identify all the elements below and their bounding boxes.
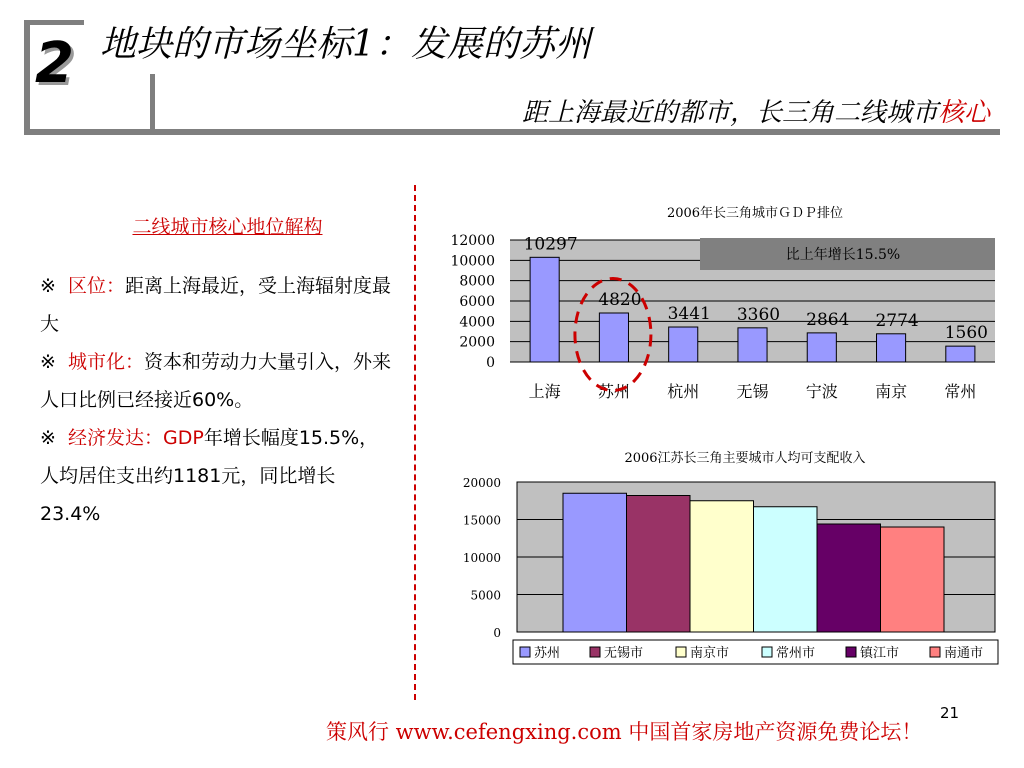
slide-subtitle: [522, 92, 990, 129]
bar: [817, 524, 881, 632]
bar: [669, 327, 698, 362]
bullet-text: 资本和劳动力大量引入，外来人口比例已经接近60%。: [40, 351, 392, 411]
y-tick-label: 2000: [459, 334, 495, 351]
y-tick-label: 4000: [459, 314, 495, 331]
data-label: 2774: [875, 310, 919, 331]
legend-label: 常州市: [776, 646, 816, 661]
y-tick-label: 15000: [462, 513, 501, 528]
x-tick-label: 杭州: [667, 382, 700, 401]
legend-swatch: [930, 647, 940, 657]
page-number: 21: [940, 704, 960, 722]
footer-text: 策风行 www.cefengxing.com 中国首家房地产资源免费论坛！: [326, 720, 923, 744]
legend-swatch: [676, 647, 686, 657]
y-tick-label: 5000: [470, 588, 501, 603]
bar: [738, 328, 767, 362]
bullet-text: 距离上海最近，受上海辐射度最大: [40, 275, 392, 335]
y-tick-label: 0: [486, 355, 495, 371]
left-panel-heading: 二线城市核心地位解构: [132, 216, 323, 238]
bullet-marker: ※: [40, 427, 56, 449]
bar: [754, 507, 818, 632]
title-frame-bottom: [24, 129, 1000, 135]
x-tick-label: 苏州: [597, 382, 630, 401]
bar: [690, 501, 754, 632]
data-label: 1560: [944, 323, 988, 344]
bar: [599, 313, 628, 362]
bar: [881, 527, 945, 632]
y-tick-label: 20000: [462, 476, 501, 490]
data-label: 2864: [806, 309, 850, 330]
data-label: 3441: [667, 304, 711, 325]
title-frame-left: [24, 20, 30, 135]
legend-swatch: [846, 647, 856, 657]
bullet-text: 年增长幅度15.5%，人均居住支出约1181元，同比增长23.4%: [40, 427, 379, 525]
bar: [563, 493, 627, 632]
legend-label: 镇江市: [860, 646, 900, 661]
bullet-marker: ※: [40, 351, 56, 373]
bar: [627, 496, 691, 633]
title-frame-divider: [150, 74, 155, 135]
bar: [530, 257, 559, 362]
bullet-item: [40, 419, 395, 533]
bullet-label: 城市化：: [68, 351, 145, 373]
x-tick-label: 无锡: [736, 382, 769, 401]
legend-label: 南通市: [944, 646, 984, 661]
chart-title: 2006年长三角城市ＧＤＰ排位: [666, 206, 844, 221]
subtitle-main: 距上海最近的都市，长三角二线城市: [521, 98, 938, 128]
legend-label: 南京市: [690, 646, 730, 661]
bullet-label: 经济发达：GDP: [68, 427, 204, 449]
data-label: 3360: [736, 304, 781, 325]
x-tick-label: 上海: [528, 382, 561, 401]
x-tick-label: 南京: [875, 382, 908, 401]
section-number: 2: [35, 31, 74, 96]
legend-swatch: [762, 647, 772, 657]
y-tick-label: 6000: [459, 294, 495, 310]
bullet-item: [40, 267, 395, 343]
subtitle-accent: 核心: [937, 98, 990, 128]
bar: [877, 334, 906, 362]
bullet-marker: ※: [40, 275, 56, 297]
y-tick-label: 10000: [462, 551, 501, 565]
annotation-text: 比上年增长15.5%: [785, 247, 901, 263]
y-tick-label: 10000: [450, 253, 495, 270]
legend-label: 无锡市: [604, 646, 644, 661]
legend-label: 苏州: [534, 646, 561, 661]
bar: [807, 333, 836, 362]
legend-swatch: [590, 647, 600, 657]
dashed-divider: [414, 185, 416, 700]
bar: [946, 346, 975, 362]
y-tick-label: 8000: [459, 273, 495, 290]
gdp-chart: [425, 195, 1015, 410]
y-tick-label: 12000: [450, 233, 495, 249]
legend-box: [513, 640, 998, 664]
data-label: 4820: [598, 289, 642, 310]
slide-title: 地块的市场坐标1：发展的苏州: [100, 24, 591, 65]
x-tick-label: 常州: [944, 382, 977, 401]
x-tick-label: 宁波: [805, 382, 838, 401]
bullet-label: 区位：: [68, 275, 126, 297]
left-panel: [40, 212, 395, 533]
income-chart: [425, 445, 1015, 670]
title-frame-top: [24, 20, 84, 25]
bullet-item: [40, 343, 395, 419]
data-label: 10297: [523, 234, 578, 255]
legend-swatch: [520, 647, 530, 657]
chart-title: 2006江苏长三角主要城市人均可支配收入: [624, 451, 866, 466]
y-tick-label: 0: [493, 626, 501, 640]
